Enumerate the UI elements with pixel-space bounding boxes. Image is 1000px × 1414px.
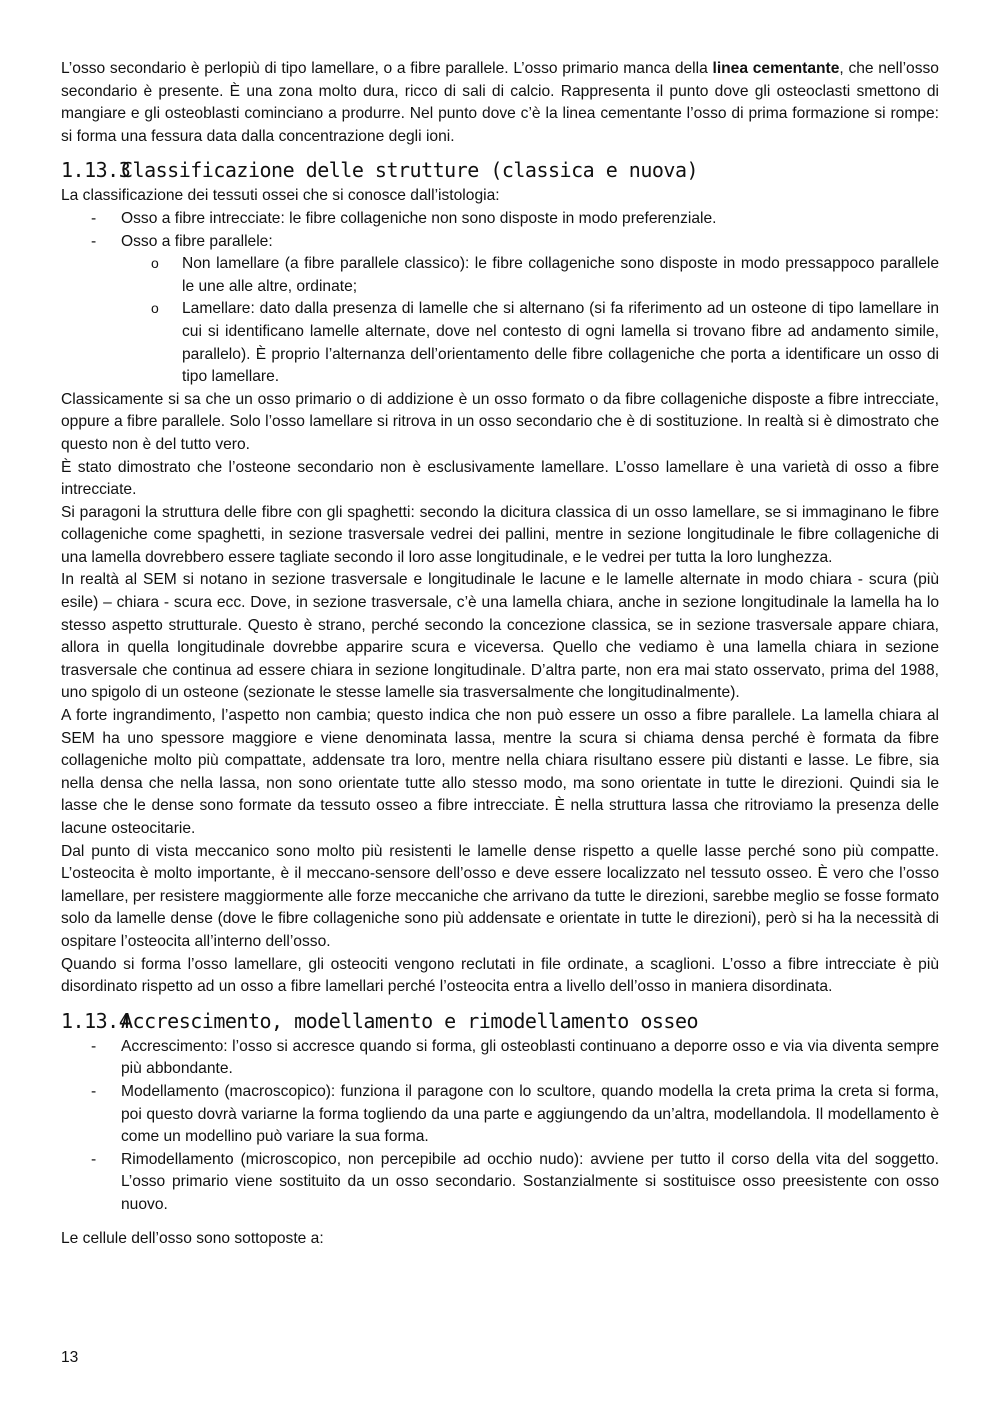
section-heading-1-13-3 (61, 157, 939, 183)
paragraph: Classicamente si sa che un osso primario o di addizione è un osso formato o da fibre collageniche disposte a fibre intrecciate, oppure a fibre parallele. Solo l’osso lamellare si ritrova in un osso secondario che è di sostituzione. In realtà si è dimostrato che questo non è del tutto vero. (61, 390, 939, 453)
list-item: - Accrescimento: l’osso si accresce quando si forma, gli osteoblasti continuano a deporre osso e via via diventa sempre più abbondante. (61, 1036, 939, 1081)
paragraph: A forte ingrandimento, l’aspetto non cambia; questo indica che non può essere un osso a fibre parallele. La lamella chiara al SEM ha uno spessore maggiore e viene denominata lassa, mentre la scura si chiama densa perché è formata da fibre collageniche molto più compattate, addensate tra loro, mentre nella chiara risultano essere più distanti e lasse. Le fibre, sia nella densa che nella lassa, non sono orientate tutte allo stesso modo, ma sono orientate in tutte le direzioni. Quindi sia le lasse che le dense sono formate da tessuto osseo a fibre intrecciate. È nella struttura lassa che ritroviamo la presenza delle lacune osteocitarie. (61, 707, 939, 837)
list-item: - Modellamento (macroscopico): funziona il paragone con lo scultore, quando modella la creta prima la creta si forma, poi questo dovrà variarne la forma togliendo da una parte e aggiungendo da un’altra, modellandola. Il modellamento è come un modellino può variare la sua forma. (61, 1081, 939, 1149)
page-number: 13 (61, 1349, 79, 1366)
paragraph: In realtà al SEM si notano in sezione trasversale e longitudinale le lacune e le lamelle alternate in modo chiara - scura (più esile) – chiara - scura ecc. Dove, in sezione trasversale, c’è una lamella chiara, anche in sezione longitudinale la lamella ha lo stesso aspetto strutturale. Questo è strano, perché secondo la concezione classica, se in sezione trasversale appare chiara, allora in quella longitudinale dovrebbe apparire scura e viceversa. Quello che vediamo è una lamella chiara in sezione trasversale che continua ad essere chiara in sezione longitudinale. D’altra parte, non era mai stato osservato, prima del 1988, uno spigolo di un osteone (sezionate le stesse lamelle sia trasversalmente che longitudinalmente). (61, 571, 939, 702)
section-title: Classificazione delle strutture (classica e nuova) (121, 158, 699, 183)
paragraph: È stato dimostrato che l’osteone secondario non è esclusivamente lamellare. L’osso lamellare è una varietà di osso a fibre intrecciate. (61, 458, 939, 499)
bold-term: linea cementante (712, 60, 840, 77)
section-lead: La classificazione dei tessuti ossei che si conosce dall’istologia: (61, 187, 500, 205)
paragraph: Si paragoni la struttura delle fibre con gli spaghetti: secondo la dicitura classica di un osso lamellare, se si immaginano le fibre collageniche come spaghetti, in sezione trasversale vedrei dei pallini, mentre in sezione longitudinale le fibre collageniche di una lamella dovrebbero essere tagliate secondo il loro asse longitudinale, e le vedrei per tutta la loro lunghezza. (61, 503, 939, 566)
sub-list-item: o Lamellare: dato dalla presenza di lamelle che si alternano (si fa riferimento ad un osteone di tipo lamellare in cui si identificano lamelle alternate, dove nel contesto di ogni lamella si trovano fibre ad andamento simile, parallelo). È proprio l’alternanza dell’orientamento delle fibre collageniche che porta a identificare un osso di tipo lamellare. (61, 298, 939, 388)
paragraph: Quando si forma l’osso lamellare, gli osteociti vengono reclutati in file ordinate, a scaglioni. L’osso a fibre intrecciate è più disordinato rispetto ad un osso a fibre lamellari perché l’osteocita entra a livello dell’osso in maniera disordinata. (61, 955, 939, 996)
section-heading-1-13-4 (61, 1008, 939, 1034)
intro-paragraph: L’osso secondario è perlopiù di tipo lamellare, o a fibre parallele. L’osso primario manca della linea cementante, che nell’osso secondario è presente. È una zona molto dura, ricco di sali di calcio. Rappresenta il punto dove gli osteoclasti smettono di mangiare e gli osteoblasti cominciano a produrre. Nel punto dove c’è la linea cementante l’osso di prima formazione si rompe: si forma una fessura data dalla concentrazione degli ioni. (61, 60, 939, 145)
closing-line: Le cellule dell’osso sono sottoposte a: (61, 1229, 324, 1247)
sub-list (121, 253, 939, 389)
list-item: - Rimodellamento (microscopico, non percepibile ad occhio nudo): avviene per tutto il corso della vita del soggetto. L’osso primario viene sostituito da un osso secondario. Sostanzialmente si sostituisce osso preesistente con osso nuovo. (61, 1149, 939, 1217)
bullet-list (61, 1036, 939, 1217)
section-title: Accrescimento, modellamento e rimodellamento osseo (121, 1008, 699, 1033)
section-number: 1.13.3 (61, 158, 131, 183)
list-item: - Osso a fibre intrecciate: le fibre collageniche non sono disposte in modo preferenziale. (61, 208, 939, 231)
paragraph: Dal punto di vista meccanico sono molto più resistenti le lamelle dense rispetto a quelle lasse perché sono più compatte. L’osteocita è molto importante, è il meccano-sensore dell’osso e deve essere localizzato nel tessuto osseo. È vero che l’osso lamellare, per resistere maggiormente alle forze meccaniche che arrivano da tutte le direzioni, sarebbe meglio se fosse formato solo da lamelle dense (dove le fibre collageniche sono più addensate e orientate in tutte le direzioni), però si ha la necessità di ospitare l’osteocita all’interno dell’osso. (61, 842, 940, 950)
bullet-list (61, 208, 939, 389)
sub-list-item: o Non lamellare (a fibre parallele classico): le fibre collageniche sono disposte in modo pressappoco parallele le une alle altre, ordinate; (61, 253, 939, 298)
section-number: 1.13.4 (61, 1008, 131, 1033)
list-item: - Osso a fibre parallele: o Non lamellare (a fibre parallele classico): le fibre collageniche sono disposte in modo pressappoco parallele le une alle altre, ordinate; o Lamellare: dato dalla presenza di lamelle che si alternano (si fa riferimento ad un osteone di tipo lamellare in cui si identificano lamelle alternate, dove nel contesto di ogni lamella si trovano fibre ad andamento simile, parallelo). È proprio l’alternanza dell’orientamento delle fibre collageniche che porta a identificare un osso di tipo lamellare. (61, 231, 939, 389)
